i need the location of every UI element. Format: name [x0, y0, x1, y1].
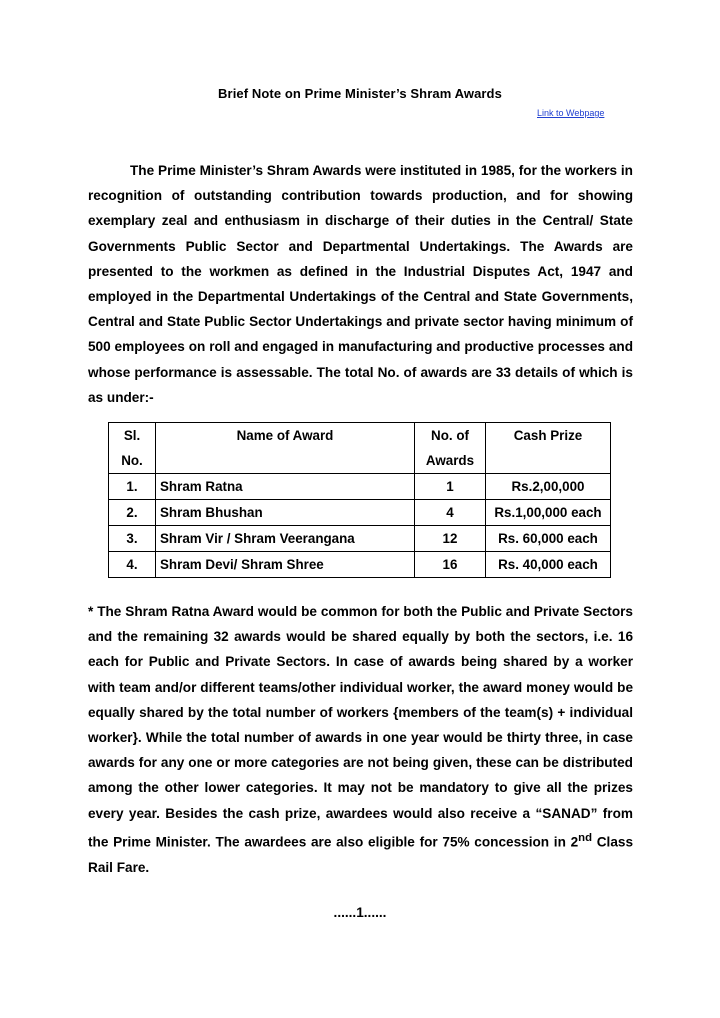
note-text: * The Shram Ratna Award would be common for both the Public and Private Sectors and the remaining 32 awards would be shared equally by both the sectors, i.e. 16 each for Public and Private Sectors. In case of awards being shared by a worker with team and/or different teams/other individual worker, the award money would be equally shared by the total number of workers {members of the team(s) + individual worker}. While the total number of awards in one year would be thirty three, in case awards for any one or more categories are not being given, these can be distributed among the other lower categories. It may not be mandatory to give all the prizes every year. Besides the cash prize, awardees would also receive a “SANAD” from the Prime Minister. The awardees are also eligible for 75% concession in 2 — [88, 604, 633, 850]
cell-award-count: 4 — [415, 500, 486, 526]
cell-cash-prize: Rs.1,00,000 each — [486, 500, 611, 526]
cell-cash-prize: Rs.2,00,000 — [486, 474, 611, 500]
note-paragraph — [88, 599, 633, 880]
webpage-link[interactable]: Link to Webpage — [537, 108, 605, 118]
header-award-name: Name of Award — [156, 423, 415, 474]
cell-award-count: 1 — [415, 474, 486, 500]
header-sl-no: Sl. No. — [109, 423, 156, 474]
cell-sl-no: 1. — [109, 474, 156, 500]
table-row — [109, 474, 611, 500]
cell-award-name: Shram Bhushan — [156, 500, 415, 526]
intro-paragraph: The Prime Minister’s Shram Awards were instituted in 1985, for the workers in recognition of outstanding contribution towards production, and for showing exemplary zeal and enthusiasm in discharge of their duties in the Central/ State Governments Public Sector and Departmental Undertakings. The Awards are presented to the workmen as defined in the Industrial Disputes Act, 1947 and employed in the Departmental Undertakings of the Central and State Governments, Central and State Public Sector Undertakings and private sector having minimum of 500 employees on roll and engaged in manufacturing and productive processes and whose performance is assessable. The total No. of awards are 33 details of which is as under:- — [88, 163, 633, 405]
note-text-end: Class Rail Fare. — [88, 834, 633, 875]
table-header-row — [109, 423, 611, 474]
cell-cash-prize: Rs. 40,000 each — [486, 552, 611, 578]
page-title: Brief Note on Prime Minister’s Shram Awards — [218, 86, 502, 101]
cell-sl-no: 4. — [109, 552, 156, 578]
table-row — [109, 552, 611, 578]
header-cash-prize: Cash Prize — [486, 423, 611, 474]
table-row — [109, 500, 611, 526]
page-number-marker: ......1...... — [333, 905, 387, 920]
cell-award-name: Shram Ratna — [156, 474, 415, 500]
table-row — [109, 526, 611, 552]
cell-sl-no: 2. — [109, 500, 156, 526]
cell-award-name: Shram Vir / Shram Veerangana — [156, 526, 415, 552]
cell-award-name: Shram Devi/ Shram Shree — [156, 552, 415, 578]
cell-cash-prize: Rs. 60,000 each — [486, 526, 611, 552]
ordinal-suffix: nd — [578, 831, 593, 844]
cell-award-count: 16 — [415, 552, 486, 578]
cell-award-count: 12 — [415, 526, 486, 552]
header-award-count: No. of Awards — [415, 423, 486, 474]
awards-table — [108, 422, 611, 578]
cell-sl-no: 3. — [109, 526, 156, 552]
